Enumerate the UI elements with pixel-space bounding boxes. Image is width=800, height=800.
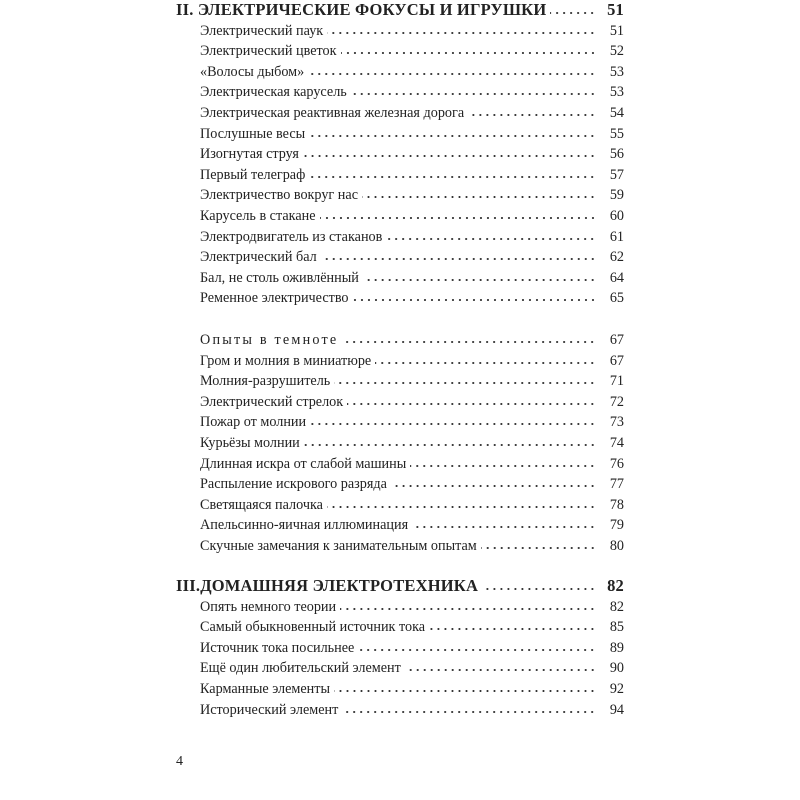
toc-entry-title: Скучные замечания к занимательным опытам (200, 537, 477, 554)
toc-entry-title: Апельсинно-яичная иллюминация (200, 517, 409, 534)
toc-entry-title: Ещё один любительский элемент (200, 660, 401, 677)
toc-entry-page: 77 (609, 476, 624, 493)
toc-entry[interactable] (176, 165, 624, 186)
toc-entry-page: 78 (609, 496, 624, 513)
toc-entry-page: 64 (609, 269, 624, 286)
dot-leader (321, 251, 596, 261)
toc-entry[interactable] (176, 433, 624, 454)
toc-entry-page: 74 (609, 434, 624, 451)
toc-entry-title: Электрическая реактивная железная дорога (200, 104, 465, 121)
page-number: 4 (176, 754, 183, 769)
toc-entry-page: 72 (609, 393, 624, 410)
dot-leader (340, 601, 596, 611)
dot-leader (327, 25, 596, 35)
toc-entry-page: 51 (607, 0, 624, 19)
dot-leader (405, 662, 596, 672)
toc-entry-title: Электрическая карусель (200, 84, 347, 101)
dot-leader (482, 581, 596, 591)
toc-entry[interactable] (176, 536, 624, 557)
toc-entry[interactable] (176, 515, 624, 536)
toc-entry[interactable] (176, 82, 624, 103)
toc-entry[interactable] (176, 62, 624, 83)
dot-leader (410, 458, 596, 468)
toc-entry[interactable] (176, 495, 624, 516)
toc-entry-title: Послушные весы (200, 125, 306, 142)
toc-entry-page: 85 (609, 619, 624, 636)
dot-leader (386, 231, 596, 241)
dot-leader (391, 478, 596, 488)
toc-entry[interactable] (176, 638, 624, 659)
dot-leader (358, 642, 596, 652)
toc-entry-page: 57 (609, 166, 624, 183)
toc-entry-title: Опять немного теории (200, 598, 337, 615)
toc-entry[interactable] (176, 268, 624, 289)
toc-entry[interactable] (176, 412, 624, 433)
toc-entry[interactable] (176, 679, 624, 700)
toc-entry[interactable] (176, 247, 624, 268)
toc-entry-title: Длинная искра от слабой машины (200, 455, 407, 472)
dot-leader (320, 210, 596, 220)
dot-leader (375, 355, 596, 365)
toc-entry-title: Электрический цветок (200, 43, 337, 60)
toc-entry-page: 61 (609, 228, 624, 245)
toc-entry-page: 79 (609, 517, 624, 534)
toc-entry-page: 76 (609, 455, 624, 472)
toc-entry-title: Молния-разрушитель (200, 373, 331, 390)
dot-leader (309, 169, 596, 179)
dot-leader (334, 375, 596, 385)
dot-leader (363, 272, 596, 282)
dot-leader (351, 86, 596, 96)
toc-entry-title: Изогнутая струя (200, 146, 299, 163)
toc-entry-title: Исторический элемент (200, 701, 339, 718)
toc-entry[interactable] (176, 144, 624, 165)
toc-entry-title: Курьёзы молнии (200, 434, 300, 451)
toc-entry-title: Электрический стрелок (200, 393, 344, 410)
toc-entry-title: Пожар от молнии (200, 414, 307, 431)
toc-entry[interactable] (176, 700, 624, 721)
toc-entry-title: Карманные элементы (200, 680, 331, 697)
dot-leader (481, 540, 596, 550)
toc-entry-page: 55 (609, 125, 624, 142)
toc-entry-title: Источник тока посильнее (200, 639, 355, 656)
toc-entry[interactable] (176, 288, 624, 309)
toc-entry-page: 67 (609, 352, 624, 369)
toc-entry[interactable] (176, 227, 624, 248)
dot-leader (309, 128, 596, 138)
toc-entry-title: Карусель в стакане (200, 207, 316, 224)
toc-entry[interactable] (176, 597, 624, 618)
toc-chapter-heading[interactable] (176, 0, 624, 21)
dot-leader (334, 683, 596, 693)
dot-leader (327, 499, 596, 509)
toc-entry-page: 54 (609, 104, 624, 121)
dot-leader (429, 621, 596, 631)
toc-entry-page: 89 (609, 639, 624, 656)
dot-leader (303, 148, 596, 158)
toc-entry[interactable] (176, 41, 624, 62)
toc-entry-title: Электрический бал (200, 249, 317, 266)
toc-entry-page: 82 (607, 576, 624, 595)
toc-entry-page: 65 (609, 290, 624, 307)
toc-entry[interactable] (176, 351, 624, 372)
toc-entry-page: 80 (609, 537, 624, 554)
toc-entry-page: 59 (609, 187, 624, 204)
toc-entry[interactable] (176, 206, 624, 227)
toc-entry-title: Электричество вокруг нас (200, 187, 358, 204)
toc-entry-page: 67 (609, 332, 624, 348)
dot-leader (342, 704, 596, 714)
toc-entry-page: 51 (609, 22, 624, 39)
toc-entry-title: Распыление искрового разряда (200, 476, 387, 493)
toc-entry[interactable] (176, 371, 624, 392)
dot-leader (362, 189, 596, 199)
toc-entry-page: 92 (609, 680, 624, 697)
dot-leader (341, 45, 596, 55)
dot-leader (550, 5, 596, 15)
toc-entry[interactable] (176, 185, 624, 206)
toc-entry-title: Светящаяся палочка (200, 496, 323, 513)
dot-leader (342, 334, 596, 344)
toc-entry-page: 53 (609, 84, 624, 101)
toc-entry-title: II. ЭЛЕКТРИЧЕСКИЕ ФОКУСЫ И ИГРУШКИ (176, 0, 547, 19)
dot-leader (353, 292, 596, 302)
toc-entry-page: 73 (609, 414, 624, 431)
toc-entry[interactable] (176, 103, 624, 124)
toc-entry-page: 82 (609, 598, 624, 615)
toc-entry[interactable] (176, 474, 624, 495)
toc-entry-page: 90 (609, 660, 624, 677)
toc-entry-title: Опыты в темноте (200, 332, 339, 348)
toc-subsection-experiments-in-dark (176, 330, 624, 557)
toc-entry[interactable] (176, 617, 624, 638)
toc-entry-title: Электрический паук (200, 22, 324, 39)
toc-entry-page: 56 (609, 146, 624, 163)
toc-entry[interactable] (176, 454, 624, 475)
toc-entry[interactable] (176, 124, 624, 145)
toc-entry-page: 52 (609, 43, 624, 60)
toc-entry-title: III.ДОМАШНЯЯ ЭЛЕКТРОТЕХНИКА (176, 576, 479, 595)
toc-entry[interactable] (176, 658, 624, 679)
toc-entry-title: Ременное электричество (200, 290, 349, 307)
toc-entry-title: Гром и молния в миниатюре (200, 352, 372, 369)
toc-entry-title: Самый обыкновенный источник тока (200, 619, 426, 636)
dot-leader (310, 416, 596, 426)
dot-leader (308, 66, 596, 76)
toc-entry[interactable] (176, 21, 624, 42)
dot-leader (412, 519, 596, 529)
toc-section-2 (176, 0, 624, 309)
dot-leader (468, 107, 596, 117)
dot-leader (347, 396, 596, 406)
toc-chapter-heading[interactable] (176, 576, 624, 597)
dot-leader (304, 437, 596, 447)
toc-entry-title: Первый телеграф (200, 166, 306, 183)
toc-entry-page: 62 (609, 249, 624, 266)
toc-entry-page: 71 (609, 373, 624, 390)
toc-entry-page: 60 (609, 207, 624, 224)
toc-section-3 (176, 576, 624, 720)
toc-entry-title: Бал, не столь оживлённый (200, 269, 359, 286)
toc-entry-title: «Волосы дыбом» (200, 63, 305, 80)
toc-entry[interactable] (176, 392, 624, 413)
toc-entry-page: 94 (609, 701, 624, 718)
toc-entry-page: 53 (609, 63, 624, 80)
toc-entry-title: Электродвигатель из стаканов (200, 228, 383, 245)
toc-entry[interactable] (176, 330, 624, 351)
